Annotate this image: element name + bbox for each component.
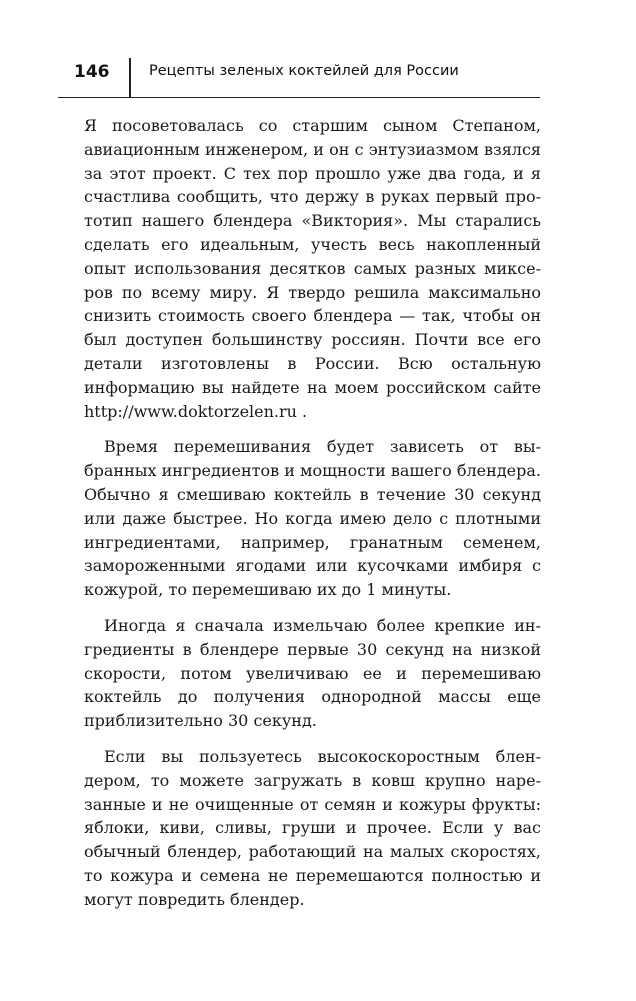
page-header: [58, 58, 540, 98]
paragraph-2: Время перемешивания будет зависеть от выбранных ингредиентов и мощности вашего блендера. Обычно я смешиваю коктейль в течение 30 секунд или даже быстрее. Но когда имею дело с плотными ингредиентами, например, гранатным семенем, замороженными ягодами или кусочками имбиря с кожурой, то перемешиваю их до 1 минуты.: [84, 437, 541, 600]
paragraph-4: Если вы пользуетесь высокоскоростным блендером, то можете загружать в ковш крупно нарезанные и не очищенные от семян и кожуры фрукты: яблоки, киви, сливы, груши и прочее. Если у вас обычный блендер, работающий на малых скоростях, то кожура и семена не перемешаются полностью и могут повредить блендер.: [84, 746, 541, 909]
page-number: 146: [74, 62, 110, 82]
running-title: Рецепты зеленых коктейлей для России: [149, 63, 459, 79]
paragraph-1: Я посоветовалась со старшим сыном Степаном, авиационным инженером, и он с энтузиазмом взялся за этот проект. С тех пор прошло уже два года, и я счастлива сообщить, что держу в руках первый прототип нашего блендера «Виктория». Мы старались сделать его идеальным, учесть весь накопленный опыт использования десятков самых разных миксеров по всему миру. Я твердо решила максимально снизить стоимость своего блендера — так, чтобы он был доступен большинству россиян. Почти все его детали изготовлены в России. Всю остальную информацию вы найдете на моем российском сайте http://www.doktorzelen.ru .: [84, 116, 541, 421]
header-divider: [129, 58, 131, 98]
paragraph-3: Иногда я сначала измельчаю более крепкие ингредиенты в блендере первые 30 секунд на низкой скорости, потом увеличиваю ее и перемешиваю коктейль до получения однородной массы еще приблизительно 30 секунд.: [84, 615, 541, 731]
header-rule: [58, 97, 540, 99]
body-text: [84, 114, 541, 924]
